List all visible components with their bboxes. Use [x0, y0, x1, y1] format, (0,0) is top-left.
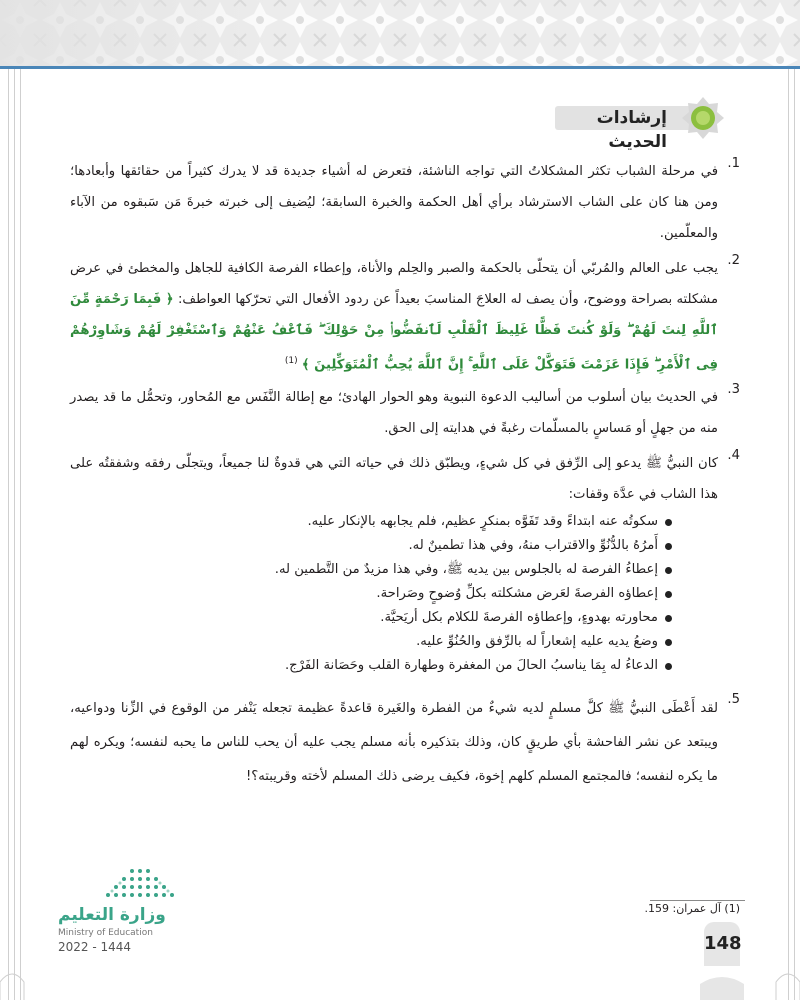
ministry-logo-dots-icon	[102, 865, 182, 901]
list-item: إعطاءُ الفرصة له بالجلوس بين يديه ﷺ، وفي هذا مزيدٌ من التَّطمين له.	[70, 558, 658, 582]
guidance-item-3	[70, 382, 740, 444]
item-number: .1	[727, 156, 740, 171]
list-item: أَمرُهُ بالدُّنُوِّ والاقتراب منهُ، وفي هذا تطمينٌ له.	[70, 534, 658, 558]
list-item: الدعاءُ له بِمَا يناسبُ الحالَ من المغفرة وطهارة القلب وحَصَانة الفَرْج.	[70, 654, 658, 678]
main-content	[70, 156, 740, 794]
edition-year: 2022 - 1444	[58, 940, 132, 954]
list-item: محاورته بهدوءٍ، وإعطاؤه الفرصةَ للكلام بكل أريَحيَّة.	[70, 606, 658, 630]
item-text: في الحديث بيان أسلوب من أساليب الدعوة النبوية وهو الحوار الهادئ؛ مع إطالة النَّفَس مع المُحاور، وتحمُّل ما قد يصدر منه من جهلٍ أو مَساسٍ بالمسلّمات رغبةً في هدايته إلى الحق.	[70, 390, 718, 437]
page-number: 148	[704, 922, 740, 966]
list-item: وضعُ يديه عليه إشعاراً له بالرِّفق والحُنُوِّ عليه.	[70, 630, 658, 654]
footnote-ref: (1)	[284, 356, 298, 366]
footnote-divider	[650, 900, 745, 901]
guidance-item-1	[70, 156, 740, 249]
item-text: لقد أَعْطَى النبيُّ ﷺ كلَّ مسلمٍ لديه شيءٌ من الفطرة والغَيرة قاعدةً عظيمة تجعله يَنْفر من الوقوع في الزِّنا ودواعيه، ويبتعد عن نشر الفاحشة بأي طريقٍ كان، وذلك بتذكيره بأنه مسلم يجب عليه أن يحب للناس ما يحبه لنفسه؛ ويكره لهم ما يكره لنفسه؛ فالمجتمع المسلم كلهم إخوة، فكيف يرضى ذلك المسلم لأخته وقريبته؟!	[70, 701, 718, 785]
item-number: .5	[727, 692, 740, 708]
footnote: (1) آل عمران: 159.	[644, 902, 740, 915]
section-heading	[555, 96, 725, 152]
decorative-banner	[0, 0, 800, 66]
quran-verse: ﴿ فَبِمَا رَحْمَةٍ مِّنَ ٱللَّهِ لِنتَ لَهُمْ ۖ وَلَوْ كُنتَ فَظًّا غَلِيظَ ٱلْقَلْبِ لَٱنفَضُّوا۟ مِنْ حَوْلِكَ ۖ فَٱعْفُ عَنْهُمْ وَٱسْتَغْفِرْ لَهُمْ وَشَاوِرْهُمْ فِى ٱلْأَمْرِ ۖ فَإِذَا عَزَمْتَ فَتَوَكَّلْ عَلَى ٱللَّهِ ۚ إِنَّ ٱللَّهَ يُحِبُّ ٱلْمُتَوَكِّلِينَ ﴾	[70, 292, 718, 373]
geometric-pattern-icon	[0, 0, 800, 66]
arches-decoration-icon	[0, 964, 800, 1000]
list-item: سكوتُه عنه ابتداءً وقد تَفَوَّه بمنكرٍ عظيم، فلم يجابهه بالإنكار عليه.	[70, 510, 658, 534]
guidance-item-4	[70, 448, 740, 678]
item-text: كان النبيُّ ﷺ يدعو إلى الرِّفق في كل شيءٍ، ويطبّق ذلك في حياته التي هي قدوةٌ لنا جميعاً، ويتجلّى رفقه وشفقتُه على هذا الشاب في عدَّة وقفات:	[70, 456, 718, 503]
item-text: في مرحلة الشباب تكثر المشكلاتُ التي تواجه الناشئة، فتعرض له أشياء جديدة قد لا يدرك كثيراً من حقائقها وأبعادها؛ ومن هنا كان على الشاب الاسترشاد برأي أهل الحكمة والخبرة السابقة؛ ليُضيف إلى خبرته خبرةَ مَن سَبقوه من الآباء والمعلّمين.	[70, 164, 718, 241]
guidance-item-2	[70, 253, 740, 380]
item-number: .3	[727, 382, 740, 398]
leaf-badge-icon	[681, 96, 725, 140]
item-number: .2	[727, 253, 740, 268]
section-title: إرشادات الحديث	[596, 108, 667, 152]
list-item: إعطاؤه الفرصةَ لعَرض مشكلته بكلِّ وُضوحٍ وصَراحة.	[70, 582, 658, 606]
bullet-list	[70, 510, 718, 678]
margin-lines-right	[784, 69, 800, 1000]
margin-lines-left	[0, 69, 26, 1000]
ministry-logo	[58, 865, 188, 965]
item-text: يجب على العالم والمُربّي أن يتحلّى بالحكمة والصبر والحِلم والأناة، وإعطاء الفرصة الكافية للجاهل والمخطئ في عرض مشكلته بصراحة ووضوح، وأن يصف له العلاجَ المناسبَ بعيداً عن ردود الأفعال التي تحرّكها العواطف:	[70, 261, 719, 307]
ministry-name-arabic: وزارة التعليم	[58, 905, 166, 925]
item-number: .4	[727, 448, 740, 464]
item-text-block	[70, 253, 718, 380]
guidance-item-5	[70, 692, 740, 794]
banner-divider	[0, 66, 800, 69]
ministry-name-english: Ministry of Education	[58, 928, 153, 938]
